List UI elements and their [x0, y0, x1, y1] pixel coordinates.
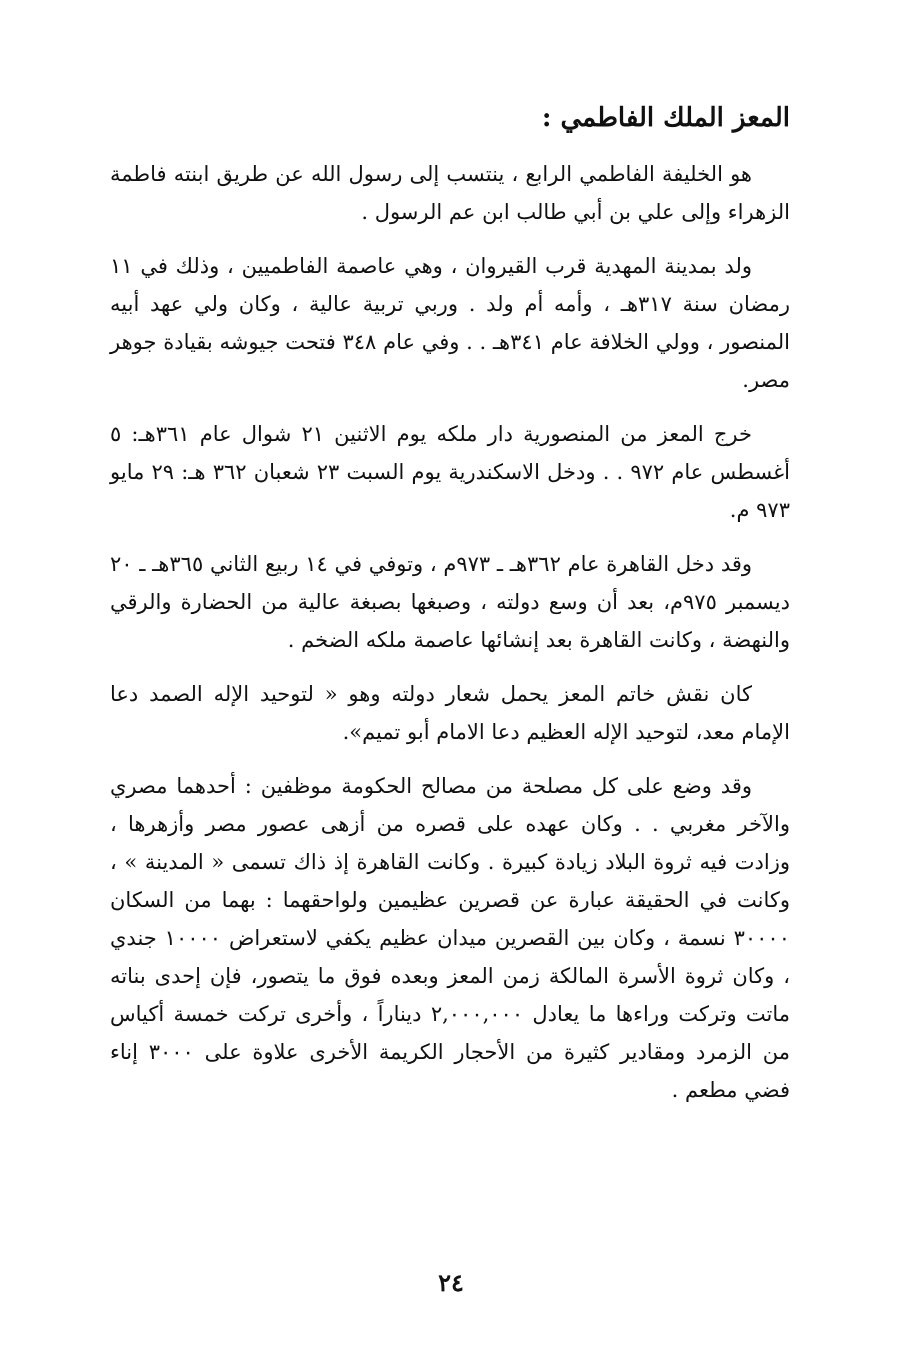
page-number: ٢٤ — [438, 1268, 464, 1297]
paragraph-cairo: وقد دخل القاهرة عام ٣٦٢هـ ـ ٩٧٣م ، وتوفي في ١٤ ربيع الثاني ٣٦٥هـ ـ ٢٠ ديسمبر ٩٧٥م، بعد أن وسع دولته ، وصبغها بصبغة عالية من الحضارة والرقي والنهضة ، وكانت القاهرة بعد إنشائها عاصمة ملكه الضخم . — [110, 552, 790, 652]
paragraph-birth: ولد بمدينة المهدية قرب القيروان ، وهي عاصمة الفاطميين ، وذلك في ١١ رمضان سنة ٣١٧هـ ، وأمه أم ولد . وربي تربية عالية ، وكان ولي عهد أبيه المنصور ، وولي الخلافة عام ٣٤١هـ . . وفي عام ٣٤٨ فتحت جيوشه بقيادة جوهر مصر. — [110, 254, 790, 392]
paragraph-departure: خرج المعز من المنصورية دار ملكه يوم الاثنين ٢١ شوال عام ٣٦١هـ: ٥ أغسطس عام ٩٧٢ . . ودخل الاسكندرية يوم السبت ٢٣ شعبان ٣٦٢ هـ: ٢٩ مايو ٩٧٣ م. — [110, 422, 790, 522]
paragraph-wealth: وقد وضع على كل مصلحة من مصالح الحكومة موظفين : أحدهما مصري والآخر مغربي . . وكان عهده على قصره من أزهى عصور مصر وأزهرها ، وزادت فيه ثروة البلاد زيادة كبيرة . وكانت القاهرة إذ ذاك تسمى « المدينة » ، وكانت في الحقيقة عبارة عن قصرين عظيمين ولواحقهما : بهما من السكان ٣٠٠٠٠ نسمة ، وكان بين القصرين ميدان عظيم يكفي لاستعراض ١٠٠٠٠ جندي ، وكان ثروة الأسرة المالكة زمن المعز وبعده فوق ما يتصور، فإن إحدى بناته ماتت وتركت وراءها ما يعادل ٢,٠٠٠,٠٠٠ ديناراً ، وأخرى تركت خمسة أكياس من الزمرد ومقادير كثيرة من الأحجار الكريمة الأخرى علاوة على ٣٠٠٠ إناء فضي مطعم . — [110, 774, 790, 1102]
paragraph-seal: كان نقش خاتم المعز يحمل شعار دولته وهو « لتوحيد الإله الصمد دعا الإمام معد، لتوحيد الإله العظيم دعا الامام أبو تميم». — [110, 682, 790, 744]
section-heading: المعز الملك الفاطمي : — [541, 103, 790, 133]
page-body — [110, 155, 790, 1125]
paragraph-lineage: هو الخليفة الفاطمي الرابع ، ينتسب إلى رسول الله عن طريق ابنته فاطمة الزهراء وإلى علي بن أبي طالب ابن عم الرسول . — [110, 162, 790, 224]
